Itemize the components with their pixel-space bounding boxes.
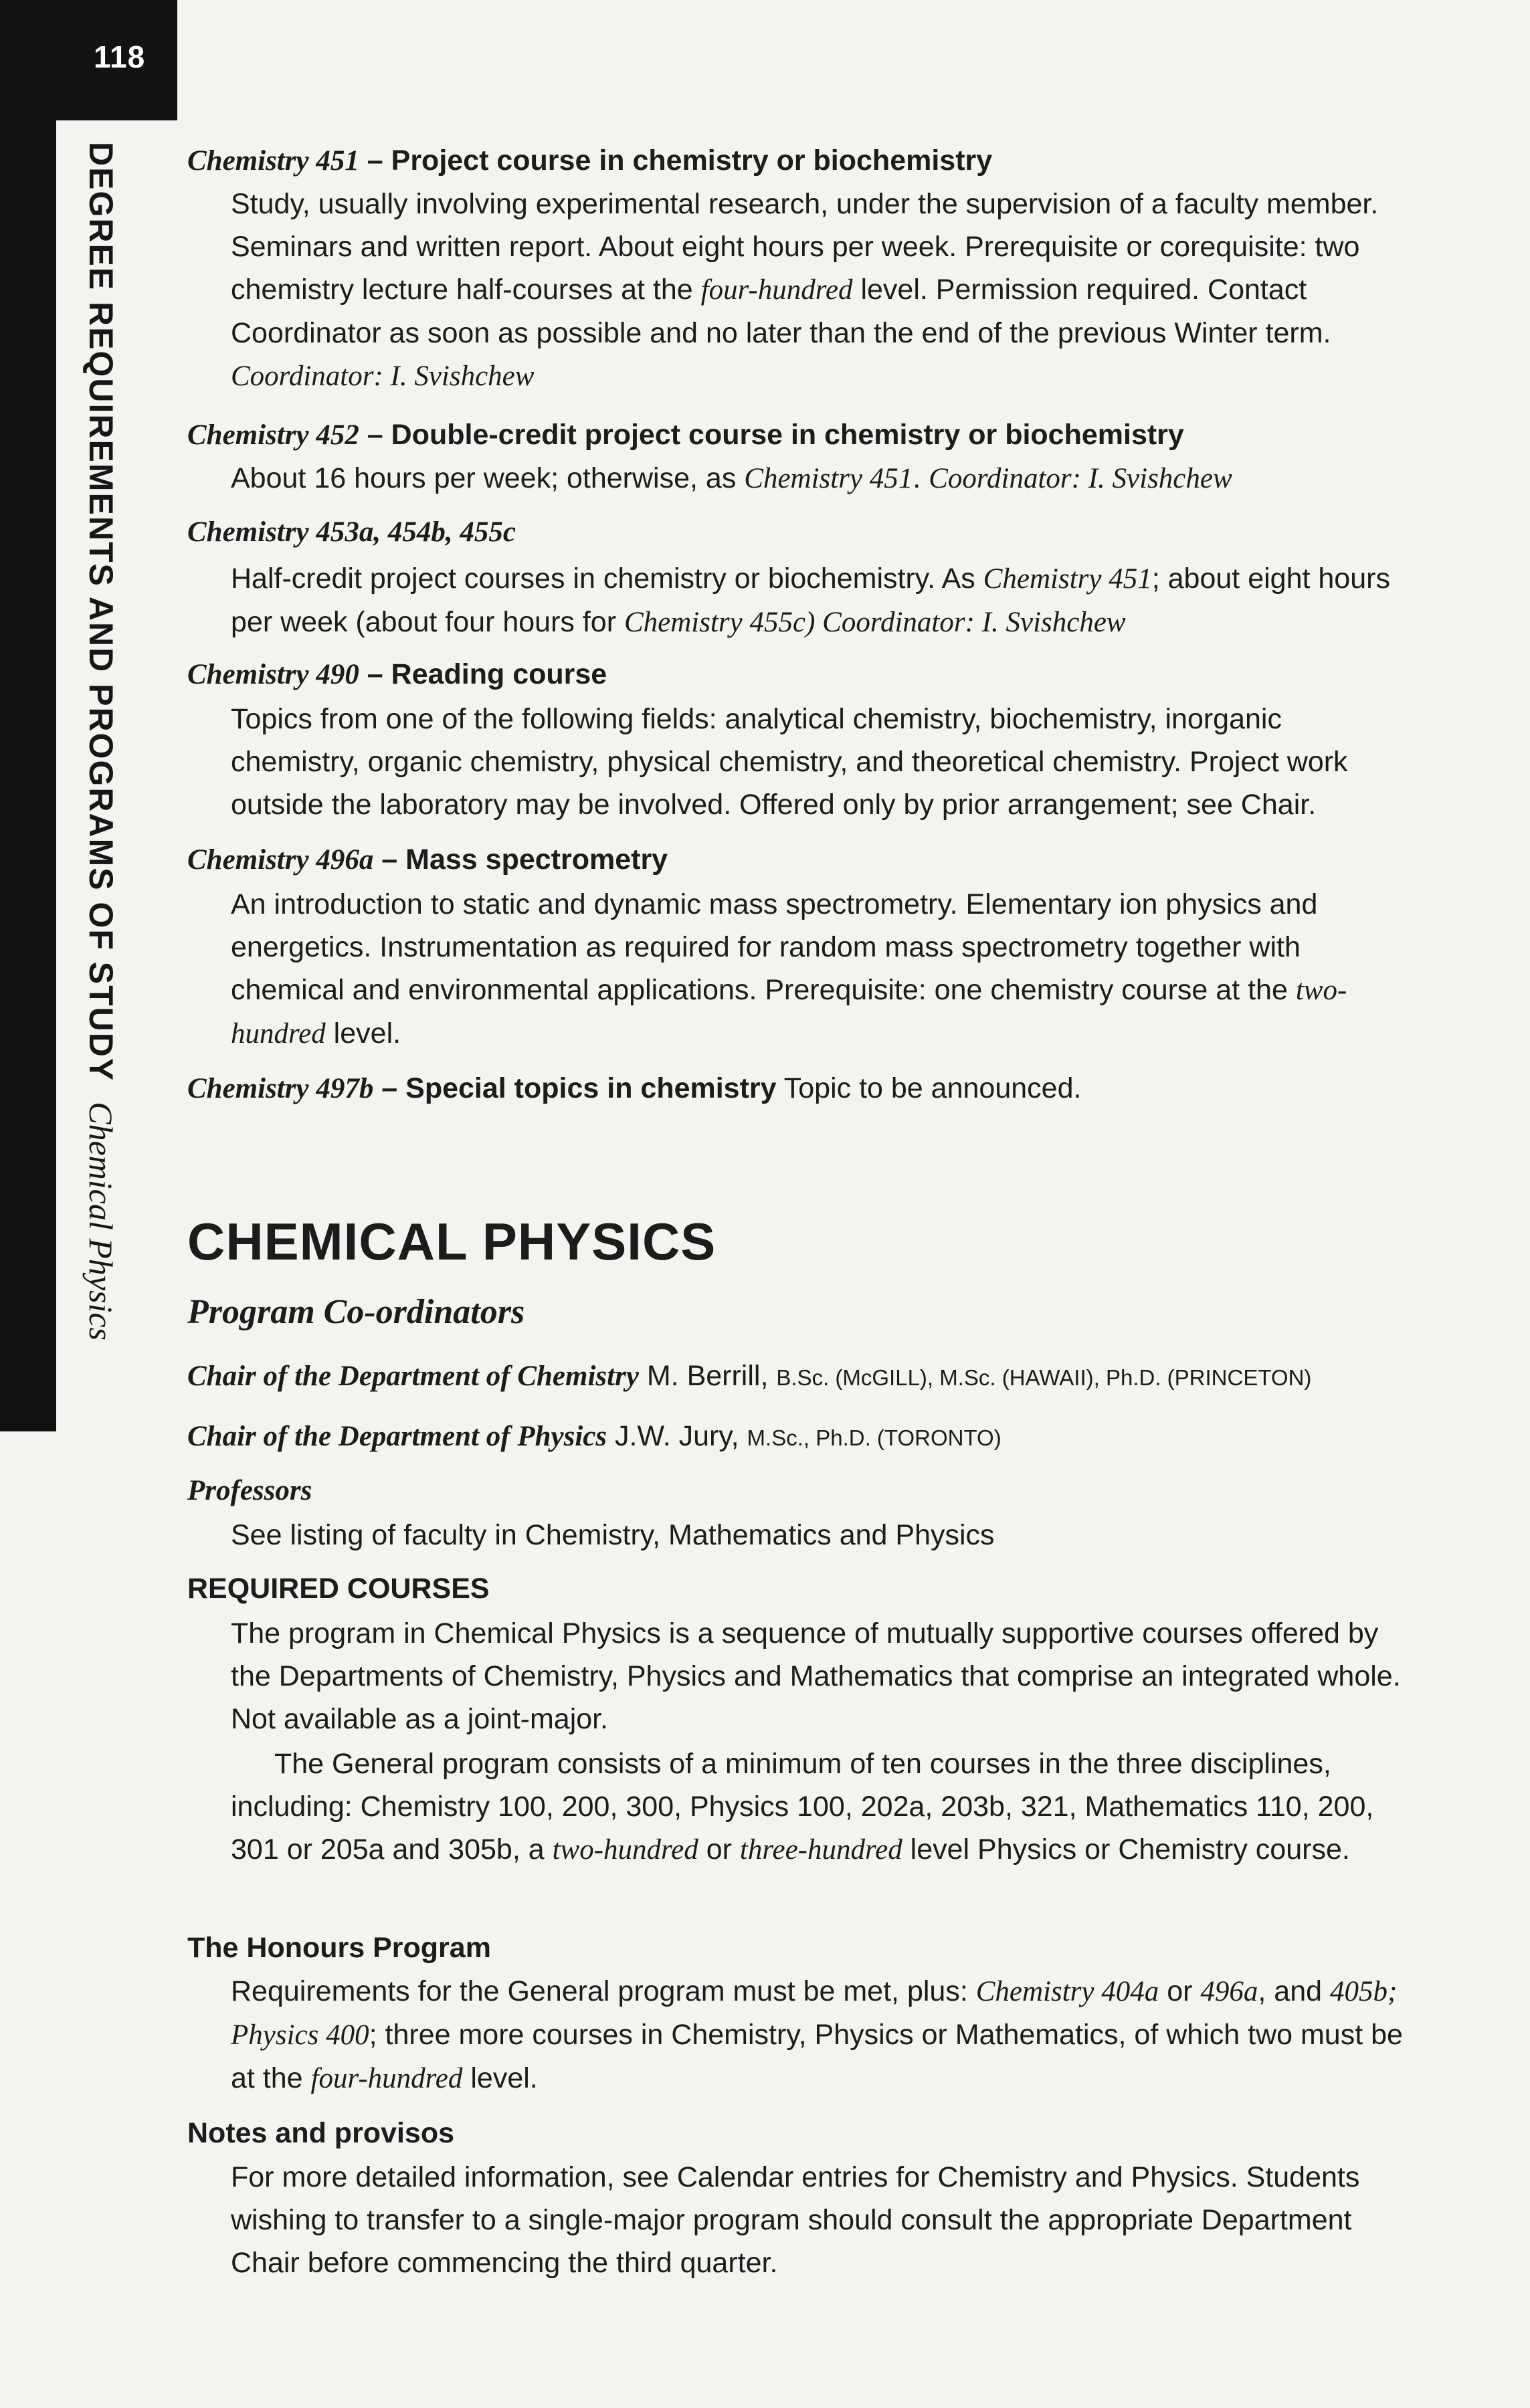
course-title: Special topics in chemistry — [405, 1072, 777, 1104]
course-number: Chemistry 453a, 454b, 455c — [187, 516, 516, 548]
honours-heading: The Honours Program — [187, 1932, 491, 1964]
notes-heading: Notes and provisos — [187, 2117, 455, 2149]
course-number: Chemistry 451 — [187, 145, 359, 177]
notes-text: For more detailed information, see Calendar entries for Chemistry and Physics. Students wishing to transfer to a single-major program should consult the appropriate Department Chair before commencing the third quarter. — [231, 2161, 1360, 2279]
course-heading: Chemistry 496a – Mass spectrometry — [187, 843, 668, 876]
course-heading: Chemistry 451 – Project course in chemistry or biochemistry — [187, 144, 993, 177]
side-header-italic: Chemical Physics — [82, 1102, 120, 1341]
course-heading: Chemistry 452 – Double-credit project course in chemistry or biochemistry — [187, 419, 1184, 451]
chair-physics: Chair of the Department of Physics J.W. Jury, M.Sc., Ph.D. (TORONTO) — [187, 1420, 1001, 1452]
professors-heading: Professors — [187, 1475, 312, 1506]
course-description: Study, usually involving experimental research, under the supervision of a faculty member. Seminars and written report. About eight hours per week. Prerequisite or corequisite: two chemistry lecture half-courses at the four-hundred level. Permission required. Contact Coordinator as soon as possible and no later than the end of the previous Winter term. Coordinator: I. Svishchew — [231, 188, 1379, 392]
course-description: Half-credit project courses in chemistry or biochemistry. As Chemistry 451; about eight hours per week (about four hours for Chemistry 455c) Coordinator: I. Svishchew — [231, 563, 1390, 638]
required-courses-heading: REQUIRED COURSES — [187, 1573, 490, 1605]
course-number: Chemistry 496a — [187, 844, 374, 876]
course-entry-inline: Chemistry 497b – Special topics in chemistry Topic to be announced. — [187, 1072, 1082, 1104]
page-number: 118 — [94, 39, 146, 74]
course-heading: Chemistry 490 – Reading course — [187, 658, 607, 690]
running-side-header — [82, 142, 120, 1340]
course-title: Project course in chemistry or biochemistry — [391, 144, 993, 177]
required-paragraph-2: The General program consists of a minimum of ten courses in the three disciplines, including: Chemistry 100, 200, 300, Physics 100, 202a, 203b, 321, Mathematics 110, 200, 301 or 205a and 305b, a two-hundred or three-hundred level Physics or Chemistry course. — [231, 1748, 1374, 1866]
course-number: Chemistry 497b — [187, 1073, 374, 1104]
honours-text: Requirements for the General program must be met, plus: Chemistry 404a or 496a, and 405b; Physics 400; three more courses in Chemistry, Physics or Mathematics, of which two must be at the four-hundred level. — [231, 1975, 1403, 2094]
required-paragraph-1: The program in Chemical Physics is a sequence of mutually supportive courses offered by the Departments of Chemistry, Physics and Mathematics that comprise an integrated whole. Not available as a joint-major. — [231, 1617, 1401, 1735]
coordinators-heading: Program Co-ordinators — [187, 1293, 525, 1331]
page-number-box — [0, 0, 177, 120]
course-description: An introduction to static and dynamic mass spectrometry. Elementary ion physics and energetics. Instrumentation as required for random mass spectrometry together with chemical and environmental applications. Prerequisite: one chemistry course at the two-hundred level. — [231, 888, 1347, 1049]
course-title: Double-credit project course in chemistry or biochemistry — [391, 419, 1184, 451]
section-title: CHEMICAL PHYSICS — [187, 1212, 716, 1271]
chair-chemistry: Chair of the Department of Chemistry M. Berrill, B.Sc. (McGILL), M.Sc. (HAWAII), Ph.D. (PRINCETON) — [187, 1360, 1312, 1392]
course-description: Topic to be announced. — [783, 1072, 1082, 1104]
course-number: Chemistry 490 — [187, 659, 359, 690]
course-title: Mass spectrometry — [405, 843, 668, 876]
course-title: Reading course — [391, 658, 607, 690]
course-number: Chemistry 452 — [187, 419, 359, 451]
course-description: Topics from one of the following fields: analytical chemistry, biochemistry, inorganic chemistry, organic chemistry, physical chemistry, and theoretical chemistry. Project work outside the laboratory may be involved. Offered only by prior arrangement; see Chair. — [231, 703, 1348, 821]
professors-text: See listing of faculty in Chemistry, Mathematics and Physics — [231, 1519, 995, 1551]
side-header-bold: DEGREE REQUIREMENTS AND PROGRAMS OF STUDY — [82, 142, 120, 1082]
side-tab-bar — [0, 120, 56, 1431]
course-description: About 16 hours per week; otherwise, as Chemistry 451. Coordinator: I. Svishchew — [231, 462, 1232, 494]
course-heading — [187, 510, 1418, 554]
